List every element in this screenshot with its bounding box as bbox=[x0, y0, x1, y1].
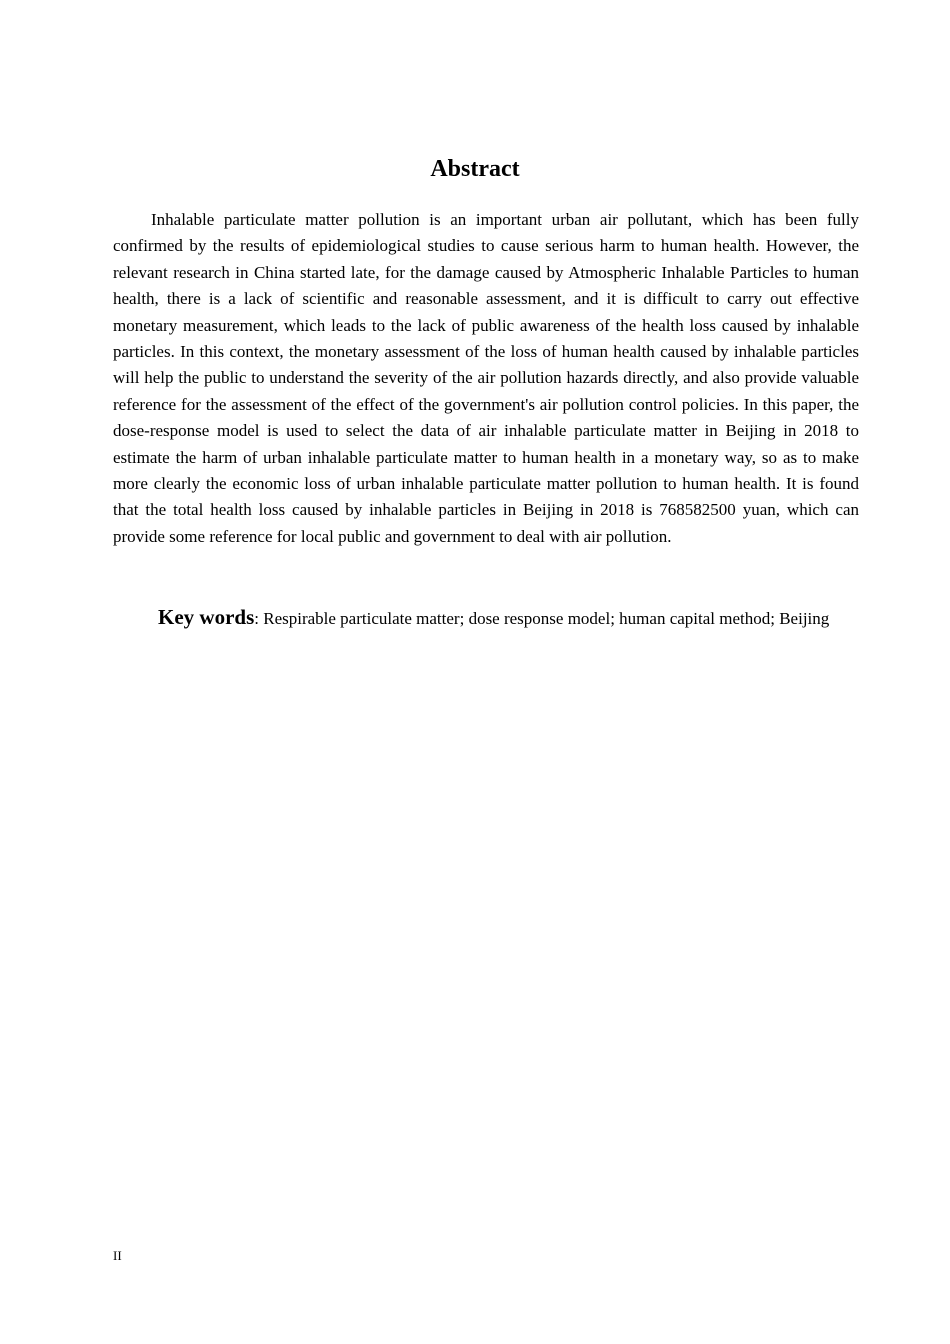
page-number: II bbox=[113, 1248, 122, 1263]
abstract-paragraph: Inhalable particulate matter pollution is an important urban air pollutant, which has been fully confirmed by the results of epidemiological studies to cause serious harm to human health. However, the relevant research in China started late, for the damage caused by Atmospheric Inhalable Particles to human health, there is a lack of scientific and reasonable assessment, and it is difficult to carry out effective monetary measurement, which leads to the lack of public awareness of the health loss caused by inhalable particles. In this context, the monetary assessment of the loss of human health caused by inhalable particles will help the public to understand the severity of the air pollution hazards directly, and also provide valuable reference for the assessment of the effect of the government's air pollution control policies. In this paper, the dose-response model is used to select the data of air inhalable particulate matter in Beijing in 2018 to estimate the harm of urban inhalable particulate matter to human health in a monetary way, so as to make more clearly the economic loss of urban inhalable particulate matter pollution to human health. It is found that the total health loss caused by inhalable particles in Beijing in 2018 is 768582500 yuan, which can provide some reference for local public and government to deal with air pollution. bbox=[113, 210, 859, 546]
keywords-line bbox=[113, 604, 859, 632]
keywords-text: Respirable particulate matter; dose response model; human capital method; Beijing bbox=[258, 609, 830, 628]
page-title: Abstract bbox=[430, 156, 520, 182]
keywords-label: Key words bbox=[158, 605, 255, 629]
keywords-separator: : bbox=[254, 609, 259, 628]
